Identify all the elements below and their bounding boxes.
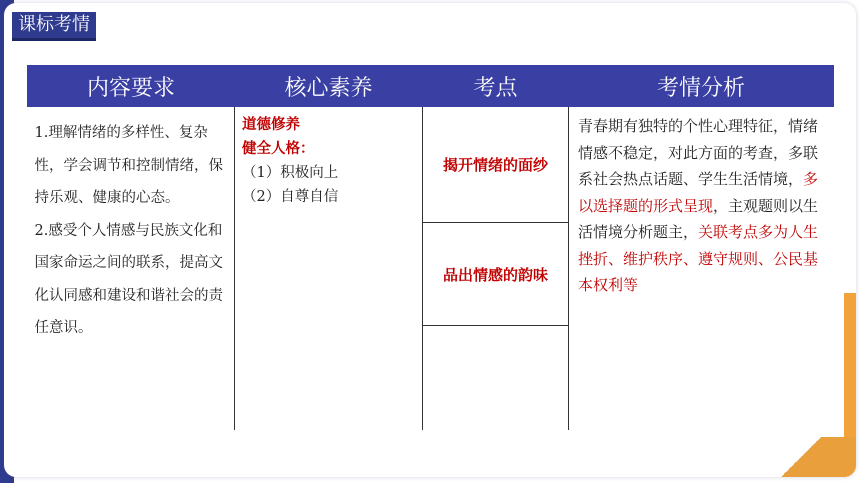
header-key-points: 考点 bbox=[423, 66, 569, 107]
analysis-highlight-1: 多以选择题的形式呈现 bbox=[578, 170, 819, 215]
core-literacy-cell bbox=[235, 107, 423, 430]
key-points-cell bbox=[423, 107, 569, 430]
content-requirements-cell bbox=[28, 107, 235, 430]
header-content-requirements: 内容要求 bbox=[28, 66, 235, 107]
requirement-2: 2.感受个人情感与民族文化和国家命运之间的联系，提高文化认同感和建设和谐社会的责任意识。 bbox=[34, 222, 223, 336]
table-row bbox=[28, 107, 834, 430]
header-core-literacy: 核心素养 bbox=[235, 66, 423, 107]
section-tag: 课标考情 bbox=[12, 12, 96, 41]
core-literacy-item-2: （2）自尊自信 bbox=[242, 189, 339, 205]
core-literacy-title: 道德修养 bbox=[242, 117, 300, 133]
curriculum-table bbox=[27, 65, 834, 430]
key-point-1: 揭开情绪的面纱 bbox=[423, 107, 568, 223]
core-literacy-subtitle: 健全人格： bbox=[242, 141, 315, 157]
analysis-highlight-2: 关联考点多为人生挫折、维护秩序、遵守规则、公民基本权利等 bbox=[578, 223, 819, 294]
requirement-1: 1.理解情绪的多样性、复杂性，学会调节和控制情绪，保持乐观、健康的心态。 bbox=[34, 125, 223, 206]
analysis-cell bbox=[569, 107, 834, 430]
key-point-2: 品出情感的韵味 bbox=[423, 223, 568, 326]
table-header-row bbox=[28, 66, 834, 107]
analysis-text-2: ，主观题则以生活情境分析题主， bbox=[578, 196, 819, 241]
analysis-text-1: 青春期有独特的个性心理特征，情绪情感不稳定，对此方面的考查，多联系社会热点话题、学生生活情境， bbox=[578, 117, 819, 188]
core-literacy-item-1: （1）积极向上 bbox=[242, 165, 339, 181]
header-analysis: 考情分析 bbox=[569, 66, 834, 107]
corner-decoration bbox=[746, 437, 856, 477]
key-point-3 bbox=[423, 326, 568, 428]
